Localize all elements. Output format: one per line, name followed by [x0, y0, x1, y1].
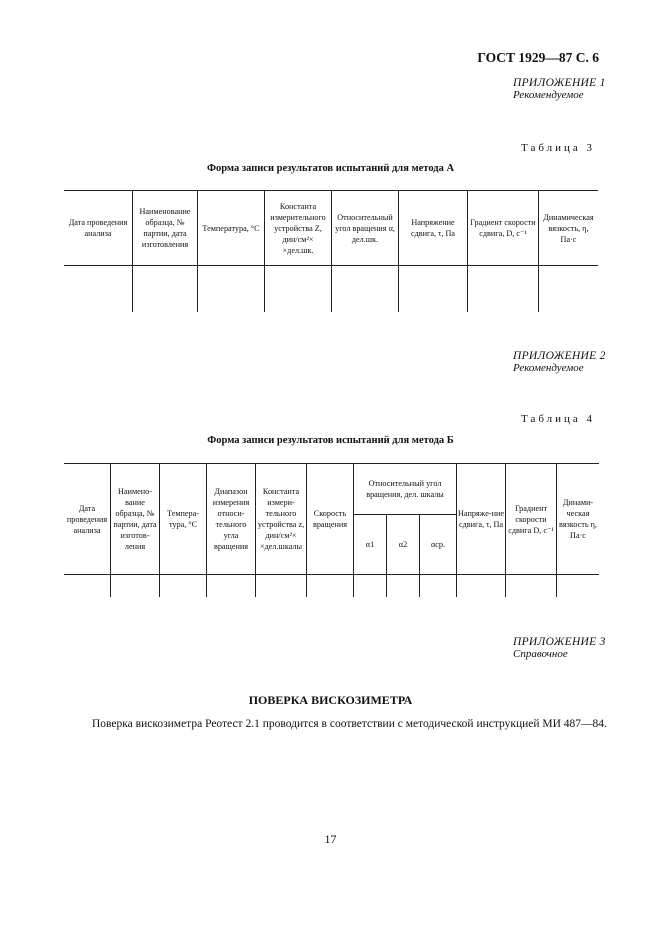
- t4-col-gradient: Градиент скорости сдвига D, с⁻¹: [506, 464, 557, 575]
- table-4-label: Таблица 4: [521, 413, 596, 425]
- appendix-1-status: Рекомендуемое: [513, 89, 584, 101]
- t4-col-angle-group: Относительный угол вращения, дел. шкалы: [354, 464, 457, 515]
- t4-col-date: Дата проведения анализа: [64, 464, 111, 575]
- appendix-1-name: ПРИЛОЖЕНИЕ 1: [513, 77, 606, 89]
- t4-cell: [420, 575, 457, 598]
- t4-col-sample: Наимено-вание образца, № партии, дата изготов-ления: [111, 464, 160, 575]
- t4-cell: [354, 575, 387, 598]
- t4-cell: [457, 575, 506, 598]
- t4-col-temperature: Темпера-тура, °С: [160, 464, 207, 575]
- table-3-body-row: [64, 266, 598, 313]
- t3-cell: [64, 266, 133, 313]
- table-4-header-row: [64, 464, 599, 515]
- appendix-3-status: Справочное: [513, 648, 568, 660]
- t3-col-constant: Константа измерительного устройства Z, дин/см²× ×дел.шк.: [265, 191, 332, 266]
- section-title: ПОВЕРКА ВИСКОЗИМЕТРА: [248, 693, 413, 707]
- t4-cell: [160, 575, 207, 598]
- t3-col-viscosity: Динамическая вязкость, η, Па·с: [539, 191, 599, 266]
- appendix-3-name: ПРИЛОЖЕНИЕ 3: [513, 636, 606, 648]
- document-header: ГОСТ 1929—87 С. 6: [477, 50, 599, 65]
- appendix-1: [513, 77, 606, 101]
- t3-cell: [332, 266, 399, 313]
- t3-col-date: Дата проведения анализа: [64, 191, 133, 266]
- appendix-2-name: ПРИЛОЖЕНИЕ 2: [513, 350, 606, 362]
- table-3-header-row: [64, 191, 598, 266]
- t4-col-stress: Напряже-ние сдвига, τ, Па: [457, 464, 506, 575]
- t4-cell: [387, 575, 420, 598]
- t3-col-sample: Наименование образца, № партии, дата изготовления: [133, 191, 198, 266]
- t3-cell: [133, 266, 198, 313]
- t4-col-viscosity: Динами-ческая вязкость η, Па·с: [557, 464, 600, 575]
- appendix-2-status: Рекомендуемое: [513, 362, 584, 374]
- t4-col-speed: Скорость вращения: [307, 464, 354, 575]
- t3-cell: [468, 266, 539, 313]
- section-text: Поверка вискозиметра Реотест 2.1 проводится в соответствии с методической инструкцией МИ 487—84.: [92, 718, 607, 730]
- table-4: [64, 463, 599, 597]
- table-4-title: Форма записи результатов испытаний для метода Б: [207, 435, 454, 446]
- t3-col-temperature: Температура, °С: [198, 191, 265, 266]
- table-3-title: Форма записи результатов испытаний для метода А: [206, 163, 455, 174]
- appendix-2: [513, 350, 606, 374]
- t4-sub-alpha2: α2: [387, 515, 420, 575]
- t4-cell: [506, 575, 557, 598]
- table-3: [64, 190, 598, 312]
- t4-sub-alpha-avg: αср.: [420, 515, 457, 575]
- t3-col-stress: Напряжение сдвига, τ, Па: [399, 191, 468, 266]
- t4-col-constant: Константа измери-тельного устройства z, дин/см²× ×дел.шкалы: [256, 464, 307, 575]
- t4-cell: [256, 575, 307, 598]
- t3-col-gradient: Градиент скорости сдвига, D, с⁻¹: [468, 191, 539, 266]
- t4-sub-alpha1: α1: [354, 515, 387, 575]
- t4-col-range: Диапазон измерения относи-тельного угла вращения: [207, 464, 256, 575]
- t4-cell: [111, 575, 160, 598]
- table-4-body-row: [64, 575, 599, 598]
- t3-cell: [539, 266, 599, 313]
- t4-cell: [207, 575, 256, 598]
- appendix-3: [513, 636, 606, 660]
- t3-cell: [399, 266, 468, 313]
- t3-col-angle: Относительный угол вращения α, дел.шк.: [332, 191, 399, 266]
- t4-cell: [64, 575, 111, 598]
- t3-cell: [198, 266, 265, 313]
- t4-cell: [557, 575, 600, 598]
- t3-cell: [265, 266, 332, 313]
- table-3-label: Таблица 3: [521, 142, 596, 154]
- page-number: 17: [324, 832, 337, 846]
- t4-cell: [307, 575, 354, 598]
